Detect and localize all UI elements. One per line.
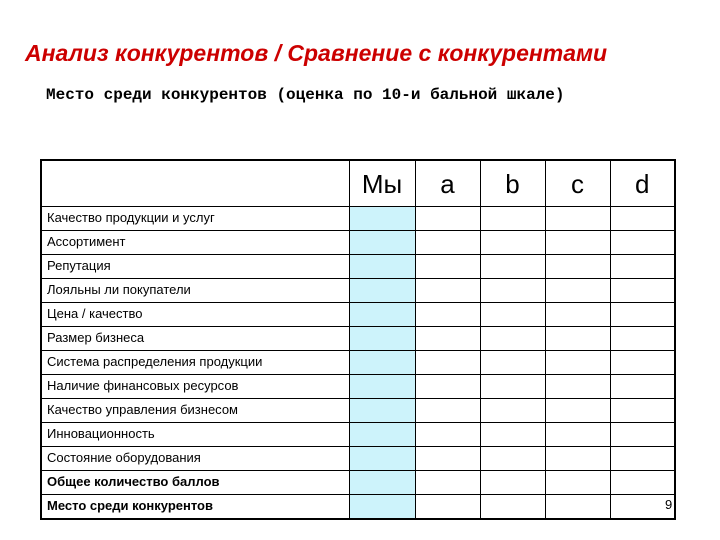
header-us: Мы bbox=[349, 160, 415, 207]
score-cell-competitor-c[interactable] bbox=[545, 399, 610, 423]
score-cell-competitor-a[interactable] bbox=[415, 255, 480, 279]
score-cell-competitor-d[interactable] bbox=[610, 279, 675, 303]
header-competitor-c: c bbox=[545, 160, 610, 207]
criterion-label: Размер бизнеса bbox=[41, 327, 349, 351]
score-cell-competitor-a[interactable] bbox=[415, 351, 480, 375]
score-cell-competitor-d[interactable] bbox=[610, 399, 675, 423]
criterion-label: Наличие финансовых ресурсов bbox=[41, 375, 349, 399]
score-cell-us[interactable] bbox=[349, 207, 415, 231]
score-cell-competitor-b[interactable] bbox=[480, 255, 545, 279]
header-competitor-d: d bbox=[610, 160, 675, 207]
table-header-row bbox=[41, 160, 675, 207]
score-cell-competitor-a[interactable] bbox=[415, 375, 480, 399]
score-cell-competitor-b[interactable] bbox=[480, 399, 545, 423]
score-cell-competitor-c[interactable] bbox=[545, 279, 610, 303]
criterion-label: Качество продукции и услуг bbox=[41, 207, 349, 231]
slide-title: Анализ конкурентов / Сравнение с конкурентами bbox=[25, 40, 608, 66]
score-cell-competitor-b[interactable] bbox=[480, 231, 545, 255]
slide-subtitle: Место среди конкурентов (оценка по 10-и бальной шкале) bbox=[46, 86, 565, 104]
criterion-label: Место среди конкурентов bbox=[41, 495, 349, 519]
score-cell-competitor-c[interactable] bbox=[545, 471, 610, 495]
score-cell-competitor-b[interactable] bbox=[480, 375, 545, 399]
table-body bbox=[41, 207, 675, 519]
score-cell-us[interactable] bbox=[349, 279, 415, 303]
score-cell-competitor-c[interactable] bbox=[545, 231, 610, 255]
table-row bbox=[41, 327, 675, 351]
score-cell-competitor-c[interactable] bbox=[545, 495, 610, 519]
score-cell-us[interactable] bbox=[349, 399, 415, 423]
score-cell-competitor-b[interactable] bbox=[480, 351, 545, 375]
criterion-label: Инновационность bbox=[41, 423, 349, 447]
criterion-label: Качество управления бизнесом bbox=[41, 399, 349, 423]
score-cell-competitor-b[interactable] bbox=[480, 471, 545, 495]
header-criteria bbox=[41, 160, 349, 207]
score-cell-competitor-b[interactable] bbox=[480, 495, 545, 519]
criterion-label: Состояние оборудования bbox=[41, 447, 349, 471]
score-cell-competitor-c[interactable] bbox=[545, 327, 610, 351]
score-cell-us[interactable] bbox=[349, 327, 415, 351]
criterion-label: Система распределения продукции bbox=[41, 351, 349, 375]
score-cell-us[interactable] bbox=[349, 231, 415, 255]
table-row bbox=[41, 207, 675, 231]
score-cell-competitor-b[interactable] bbox=[480, 327, 545, 351]
score-cell-competitor-a[interactable] bbox=[415, 399, 480, 423]
criterion-label: Ассортимент bbox=[41, 231, 349, 255]
score-cell-us[interactable] bbox=[349, 351, 415, 375]
table-row bbox=[41, 255, 675, 279]
score-cell-us[interactable] bbox=[349, 447, 415, 471]
score-cell-competitor-a[interactable] bbox=[415, 447, 480, 471]
comparison-table bbox=[40, 159, 676, 520]
table-row bbox=[41, 471, 675, 495]
table-row bbox=[41, 303, 675, 327]
score-cell-competitor-c[interactable] bbox=[545, 255, 610, 279]
table-row bbox=[41, 231, 675, 255]
header-competitor-a: a bbox=[415, 160, 480, 207]
score-cell-competitor-a[interactable] bbox=[415, 495, 480, 519]
score-cell-competitor-c[interactable] bbox=[545, 351, 610, 375]
score-cell-competitor-d[interactable] bbox=[610, 231, 675, 255]
score-cell-competitor-a[interactable] bbox=[415, 207, 480, 231]
table-row bbox=[41, 279, 675, 303]
score-cell-competitor-a[interactable] bbox=[415, 279, 480, 303]
score-cell-us[interactable] bbox=[349, 471, 415, 495]
score-cell-us[interactable] bbox=[349, 375, 415, 399]
score-cell-us[interactable] bbox=[349, 495, 415, 519]
score-cell-competitor-d[interactable] bbox=[610, 303, 675, 327]
score-cell-competitor-b[interactable] bbox=[480, 423, 545, 447]
score-cell-competitor-b[interactable] bbox=[480, 447, 545, 471]
score-cell-competitor-a[interactable] bbox=[415, 303, 480, 327]
header-competitor-b: b bbox=[480, 160, 545, 207]
criterion-label: Общее количество баллов bbox=[41, 471, 349, 495]
criterion-label: Цена / качество bbox=[41, 303, 349, 327]
score-cell-competitor-a[interactable] bbox=[415, 327, 480, 351]
score-cell-competitor-c[interactable] bbox=[545, 423, 610, 447]
score-cell-competitor-d[interactable] bbox=[610, 375, 675, 399]
score-cell-us[interactable] bbox=[349, 423, 415, 447]
score-cell-competitor-b[interactable] bbox=[480, 207, 545, 231]
table-row bbox=[41, 447, 675, 471]
score-cell-competitor-b[interactable] bbox=[480, 303, 545, 327]
score-cell-competitor-d[interactable] bbox=[610, 351, 675, 375]
score-cell-competitor-d[interactable] bbox=[610, 207, 675, 231]
score-cell-competitor-c[interactable] bbox=[545, 207, 610, 231]
page-number: 9 bbox=[665, 497, 673, 512]
criterion-label: Лояльны ли покупатели bbox=[41, 279, 349, 303]
score-cell-us[interactable] bbox=[349, 255, 415, 279]
score-cell-competitor-a[interactable] bbox=[415, 423, 480, 447]
score-cell-competitor-a[interactable] bbox=[415, 471, 480, 495]
score-cell-competitor-d[interactable] bbox=[610, 471, 675, 495]
score-cell-competitor-b[interactable] bbox=[480, 279, 545, 303]
table-row bbox=[41, 375, 675, 399]
table-row bbox=[41, 495, 675, 519]
score-cell-competitor-d[interactable] bbox=[610, 423, 675, 447]
score-cell-competitor-c[interactable] bbox=[545, 447, 610, 471]
score-cell-us[interactable] bbox=[349, 303, 415, 327]
score-cell-competitor-d[interactable] bbox=[610, 447, 675, 471]
table-row bbox=[41, 351, 675, 375]
score-cell-competitor-d[interactable] bbox=[610, 327, 675, 351]
score-cell-competitor-d[interactable] bbox=[610, 255, 675, 279]
table-row bbox=[41, 423, 675, 447]
score-cell-competitor-a[interactable] bbox=[415, 231, 480, 255]
score-cell-competitor-c[interactable] bbox=[545, 375, 610, 399]
criterion-label: Репутация bbox=[41, 255, 349, 279]
score-cell-competitor-c[interactable] bbox=[545, 303, 610, 327]
table-row bbox=[41, 399, 675, 423]
